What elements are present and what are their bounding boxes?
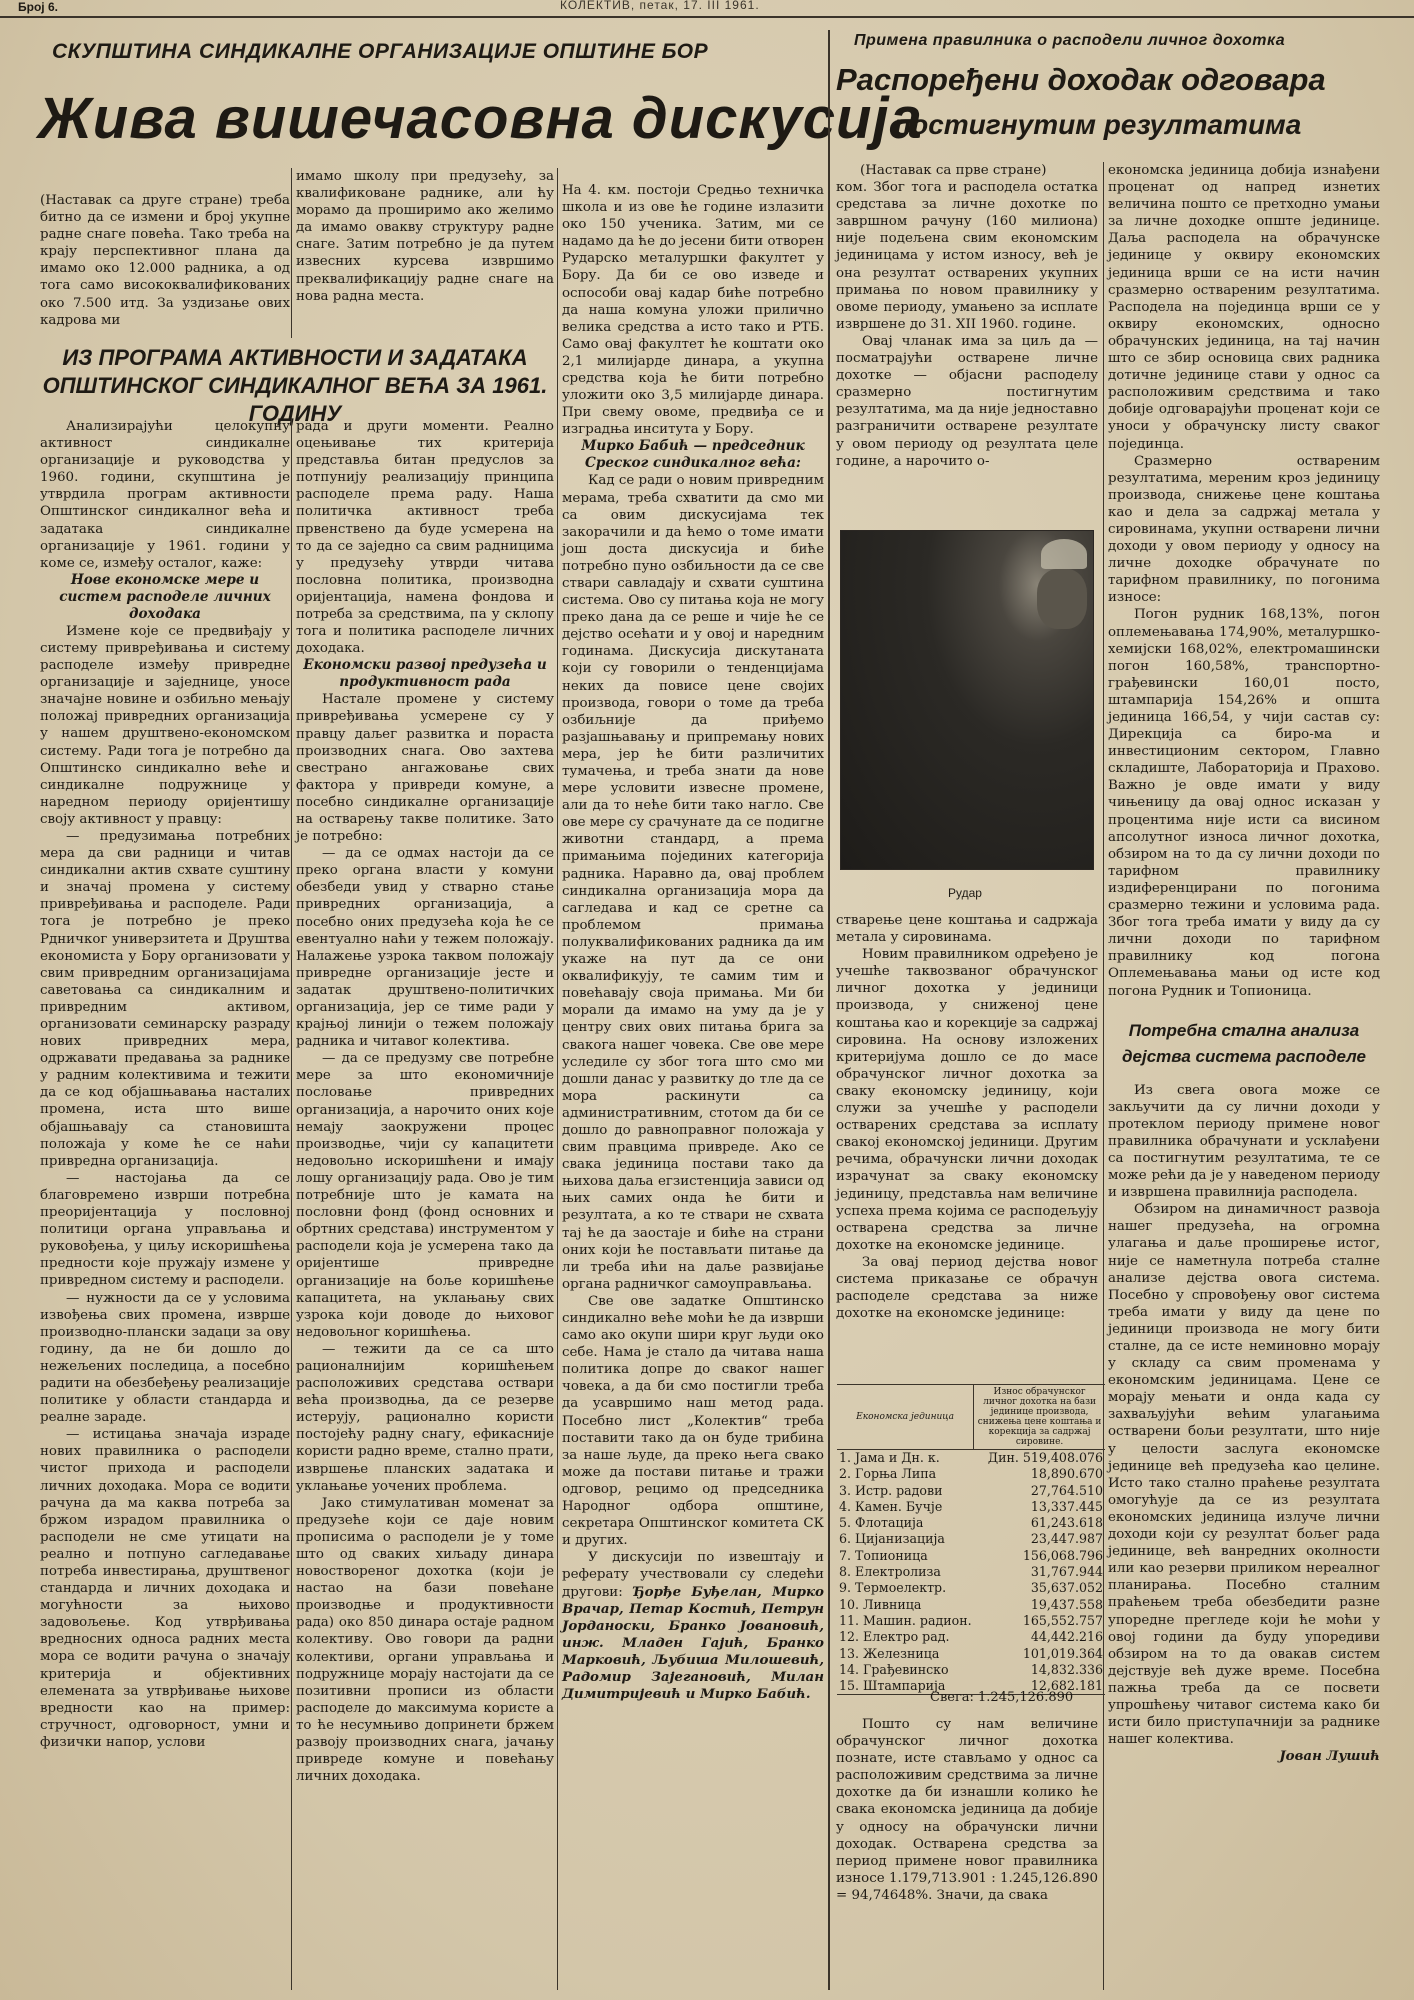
issue-number: Број 6. bbox=[18, 0, 58, 14]
masthead bbox=[0, 0, 1414, 18]
program-subhead: ИЗ ПРОГРАМА АКТИВНОСТИ И ЗАДАТАКА ОПШТИНСКОГ СИНДИКАЛНОГ ВЕЋА ЗА 1961. ГОДИНУ bbox=[42, 345, 548, 426]
helmet-shape bbox=[1041, 539, 1087, 569]
column-rule bbox=[291, 168, 292, 338]
table-header-unit: Економска јединица bbox=[837, 1385, 974, 1450]
unit-amount: 19,437.558 bbox=[1030, 1596, 1103, 1612]
unit-amount: 101,019.364 bbox=[1022, 1645, 1103, 1661]
participants-list: Ђорђе Буђелан, Мирко Врачар, Петар Костић, Петрун Јорданоски, Бранко Јовановић, инж. Младен Гајић, Бранко Марковић, Љубиша Милошевић, Радомир Зајегановић, Милан Димитријевић и Мирко Бабић. bbox=[562, 1583, 824, 1703]
unit-amount: 156,068.796 bbox=[1022, 1547, 1103, 1563]
right-col4-c: Пошто су нам величине обрачунског личног дохотка познате, исте стављамо у однос са расположивим средствима за личне дохотке да би изнашли колико ће свака економска јединица да добије у односу на обрачунски лични доходак. Остварена средства за период примене новог правилника износе 1.179,713.901 : 1.245,126.890 = 94,74648%. Значи, да свака bbox=[836, 1717, 1098, 1903]
table-row bbox=[837, 1450, 1105, 1467]
right-col4-a: (Наставак са прве стране) ком. Због тога и расподела остатка средстава за личне дохотке по завршном рачуну (160 милиона) није подељена свим економским јединицама у истом износу, већ је она резултат остварених укупних примања по новом правилнику у овоме периоду, умањено за исплате извршене до 31. XII 1960. године. Овај чланак има за циљ да — посматрајући остварене личне дохотке — објасни расподелу сразмерно постигнутим резултатима, ма да није једноставно разграничити остварене резултате у овом периоду од резултата целе године, а нарочито о- bbox=[836, 163, 1098, 469]
unit-name: 12. Електро рад. bbox=[839, 1629, 950, 1645]
unit-name: 5. Флотација bbox=[839, 1515, 924, 1531]
unit-amount: 31,767.944 bbox=[1030, 1564, 1103, 1580]
unit-name: 9. Термоелектр. bbox=[839, 1580, 947, 1596]
photo-caption: Рудар bbox=[948, 886, 982, 900]
unit-amount: 18,890.670 bbox=[1030, 1466, 1103, 1482]
table-row bbox=[837, 1662, 1105, 1678]
miner-photo bbox=[840, 530, 1094, 870]
unit-name: 13. Железница bbox=[839, 1645, 940, 1661]
right-col5-subhead: Потребна стална анализа дејства система расподеле bbox=[1122, 1020, 1366, 1066]
paper-dateline: КОЛЕКТИВ, петак, 17. III 1961. bbox=[560, 0, 760, 12]
unit-amount: 13,337.445 bbox=[1030, 1498, 1103, 1514]
left-col1-top: (Наставак са друге стране) треба битно да се измени и број укупне радне снаге повећа. Тако треба на крају перспективног плана да имамо око 12.000 радника, а од тога само висококвалификованих око 7.500 итд. За уздизање ових кадрова ми bbox=[40, 193, 290, 328]
right-col4-b: стварење цене коштања и садржаја метала у сировинама. Новим правилником одређено је учешће таквозваног обрачунског личног дохотка у јединици производа, у сниженој цене коштања као и корекције за садржај сировина. На основу изложених критеријума дошло се до масе обрачунског личног дохотка за сваку економску јединицу, који служи за учешће у расподели остварених средстава за исплату свакој економској јединици. Другим речима, обрачунски лични доходак израчунат за сваку економску јединицу, представља нам величине успеха према којима се расподељују остварена средства за личне дохотке на економске јединице. За овај период дејства новог система приказање се обрачун расподеле средстава за ниже дохотке на економске јединице: bbox=[836, 913, 1098, 1322]
left-col3: На 4. км. постоји Средњо техничка школа и из ове ће године излазити око 150 ученика. Затим, ми се надамо да ће до јесени бити отворен Рударско металуршки факултет у Бору. Да би се ово изведе и оспособи овај кадар биће потребно да наша комуна уложи прилично велика средства а исто тако и РТБ. Само овај факултет ће коштати око 2,1 милијарде динара, а укупна средства која ће бити потребно уложити око 3,5 милијарде динара. При свему овоме, предвиђа се и изградња инситута у Бору. Мирко Бабић — председник Среског синдикалног већа: Кад се ради о новим привредним мерама, треба схватити да смо ми са овим дискусијама тек закорачили и да ћемо о томе имати још доста дискусија и биће потребно пуно озбиљности да се све ствари савладају и схвати суштина система. Ово су питања која не могу преко дана да се реше и чије ће се дејство осећати и у овој и наредним годинама. Дискусија дискутаната који су говорили о тенденцијама неких да повисе цене својих производа, говори о томе да треба озбиљније да приђемо разјашњавању и припремању нових мера, јер ће бити различитих тумачења, и треба знати да нове мере условити извесне промене, али да то неће бити тако нагло. Све ове мере су срачунате да се подигне животни стандард, а према примањима појединих категорија радника. Наравно да, овај проблем синдикална организација мора да сагледава и кад се сретне са проблемом примања полуквалификованих радника да им укаже на пут да се они оквалификују, те самим тим и повећавају своја примања. Ми би морали да имамо на уму да је у центру свих ових питања брига за свакога нашег човека. Све ове мере уследиле су због тога што смо ми дошли данас у развитку до тле да се мора раскинути са административним, стотом да би се дошло до равноправног положаја у свим правцима привреде. Ако се свака јединица постави тако да њихова даља егзистенција зависи од њих самих онда ће бити и резултата, а ко те ствари не схвата тај ће да заостаје и биће на страни оних који ће постављати питање да ли треба ићи на даље развијање органа радничког самоуправљања. Све ове задатке Општинско синдикално веће моћи ће да изврши само ако окупи шири круг људи око себе. Нама је стало да читава наша политика допре до сваког нашег човека, а да би смо постигли треба да усавршимо наш метод рада. Посебно лист „Колектив“ треба поставити тако да он буде трибина за наше људе, да преко њега свако може да постави питање и тражи одговор, рецимо од председника Народног одбора општине, секретара Општинског комитета СК и других. У дискусији по извештају и реферату учествовали су следећи другови: Ђорђе Буђелан, Мирко Врачар, Петар Костић, Петрун Јорданоски, Бранко Јовановић, инж. Младен Гајић, Бранко Марковић, Љубиша Милошевић, Радомир Зајегановић, Милан Димитријевић и Мирко Бабић. bbox=[562, 183, 824, 1703]
table-header-amount: Износ обрачунског личног дохотка на бази јединице производа, снижења цене коштања и корекција за садржај сировине. bbox=[974, 1385, 1105, 1450]
face-shape bbox=[1037, 569, 1087, 629]
left-col1: Анализирајући целокупну активност синдикалне организације и руководства у 1960. години, скупштина је утврдила програм активности Општинског синдикалног већа и задатака синдикалне организације у 1961. години у коме се, између осталог, каже: Нове економске мере и систем расподеле личних доходака Измене које се предвиђају у систему привређивања и систему расподеле између привредне организације и заједнице, уносе значајне новине и озбиљно мењају положај привредних организација у нашем друштвено-економском систему. Ради тога је потребно да Општинско синдикално веће и синдикалне подружнице у наредном периоду оријентишу своју активност у правцу: — предузимања потребних мера да сви радници и читав синдикални актив схвате суштину и значај промена у систему привређивања и расподеле. Ради тога је потребно је преко Рдничког универзитета и Друштва економиста у Бору организовати у свим привредним организацијама саветовања са синдикалним и привредним активом, организовати семинарску разраду нових привредних мера, одржавати предавања за раднике у радним колективима и тежити да се код објашњавања насталих промена, иста што више објашњавају са становишта положаја у коме ће се наћи привредна организација. — настојања да се благовремено изврши потребна преоријентација у пословној политици органа управљања и руковођења, у циљу искоришћења предности које пружају измене у привредном систему и расподели. — нужности да се у условима извођења свих промена, изврше производно-плански задаци за ову годину, да не би дошло до нежељених последица, а посебно радити на обезбеђењу реализације политике у области стандарда и реалне зараде. — истицања значаја израде нових правилника о расподели чистог прихода и расподели личних доходака. Мора се водити рачуна да ма каква потреба за бржом израдом правилника о расподели не сме утицати на реално и потпуно сагледавање потреба инвестирања, друштвеног стандарда и личних доходака и могућности за њихово задовољење. Код утврђивања вредносних односа радних места мора се водити рачуна о значају критерија и објективних елемената за утврђивање њихове вредности као на пример: стручност, одговорност, умни и физички напор, услови bbox=[40, 419, 290, 1750]
right-col5: економска јединица добија изнађени проценат од напред изнетих величина пошто се претходно умањи за личне доходке опште јединице. Даља расподела на обрачунске јединице у оквиру економских јединица врши се на исти начин сразмерно оствареним резултатима. Расподела на појединца врши се у оквиру економских, односно обрачунских јединица, на тај начин што се збир основица свих радника дотичне јединице стави у однос са расположивим средствима и тако добије одговарајући проценат који се уноси у обрачунску листу сваког појединца. Сразмерно оствареним резултатима, мереним кроз јединицу производа, снижење цене коштања као и дела за садржај метала у сировинама, укупни остварени лични доходи у овом периоду у односу на личне доходке обрачунате по тарифном правилнику, по погонима износе: Погон рудник 168,13%, погон оплемењавања 174,90%, металуршко-хемијски 168,02%, електромашински погон 160,58%, транспортно-грађевински 160,01 посто, штампарија 154,26% и општа јединица 166,54, у чији састав су: Дирекција са биро-ма и инвестиционим сектором, Главно складиште, Лабораторија и Прахово. Важно је овде имати у виду чињеницу да овај однос исказан у процентима није исти са висином апсолутног износа личног дохотка, обзиром на то да су лични доходи по тарифном правилнику издиференцирани по погонима сразмерно тежини и условима рада. Због тога треба имати у виду да су лични доходи по тарифном правилнику код погона Оплемењавања мањи од исте код погона Рудник и Топионица. Потребна стална анализа дејства система расподеле Из свега овога може се закључити да су лични доходи у протеклом периоду примене новог правилника обрачунати и усклађени са постигнутим резултатима, те се може рећи да је у наведеном периоду и извршена правилнија расподела. Обзиром на динамичност развоја нашег предузећа, на огромна улагања и даље проширење истог, није се наметнула потреба сталне анализе дејства овога система. Посебно у спровођењу овог система треба имати у виду да цене по јединици производа не могу бити сталне, да се исте неминовно морају у складу са свим променама у економским јединицама. Цене се морају мењати и онда када су захваљујући већим улагањима остварени бољи резултати, што није у целости заслуга економске јединице већ предузећа као целине. Исто тако стално праћење резултата омогућује да се из резултата економских јединица излуче лични доходи који су резултат бољег рада јединице, већ ванредних околности или као резерви приликом нереалног планирања. Посебно сталним праћењем треба обезбедити разне упоредне прегледе који ће моћи у овој години да буду упоредиви обзиром на то да овакав систем дејствује већ дуже време. Посебна пажња треба да се посвети упрошћењу читавог система како би исти било приступачнији за раднике нашег колектива. Јован Лушић bbox=[1108, 163, 1380, 1765]
unit-amount: 61,243.618 bbox=[1030, 1515, 1103, 1531]
left-col2-top: имамо школу при предузећу, за квалификоване раднике, али ћу морамо да проширимо ако желимо да имамо овакву структуру радне снаге. Затим потребно је да путем извесних курсева извршимо преквалификацију радне снаге на нова радна места. bbox=[296, 169, 554, 304]
unit-name: 1. Јама и Дн. к. bbox=[839, 1450, 940, 1465]
unit-amount: 27,764.510 bbox=[1030, 1482, 1103, 1498]
unit-name: 4. Камен. Бучје bbox=[839, 1498, 943, 1514]
unit-amount: 165,552.757 bbox=[1022, 1612, 1103, 1628]
unit-amount: 44,442.216 bbox=[1030, 1629, 1103, 1645]
unit-name: 7. Топионица bbox=[839, 1547, 928, 1563]
table-row bbox=[837, 1613, 1105, 1629]
table-row bbox=[837, 1646, 1105, 1662]
table-total: Свега: 1.245,126.890 bbox=[930, 1690, 1074, 1705]
table-row bbox=[837, 1499, 1105, 1515]
table-row bbox=[837, 1580, 1105, 1596]
unit-amount: 12,682.181 bbox=[974, 1678, 1105, 1695]
unit-name: 11. Машин. радион. bbox=[839, 1612, 972, 1628]
unit-name: 3. Истр. радови bbox=[839, 1482, 943, 1498]
left-col2: рада и други моменти. Реално оцењивање тих критерија представља битан предуслов за потпунију реализацију принципа расподеле према раду. Наша политичка активност треба првенствено да буде усмерена на то да се заједно са свим радницима у предузећу утврди читава пословна политика, производна оријентација, намена фондова и потреба за средствима, па у склопу тога и политика расподеле личних доходака. Економски развој предузећа и продуктивност рада Настале промене у систему привређивања усмерене су у правцу даљег развитка и пораста производних снага. Ово захтева свестрано ангажовање свих фактора у привреди комуне, а посебно синдикалне организације на остварењу такве политике. Зато је потребно: — да се одмах настоји да се преко органа власти у комуни обезбеди увид у стварно стање привредних организација, а посебно оних предузећа која ће се евентуално наћи у тежем положају. Налажење узрока таквом положају привредне организације јесте и задатак друштвено-политичких организација, јер се тиме ради у крајњој линији о тежем положају радника и читавог колектива. — да се предузму све потребне мере за што економичније пословање привредних организација, а нарочито оних које немају заокружени процес производње, чији су капацитети недовољно искоришћени и имају лошу организацију рада. Ово је тим потребније што је камата на пословни фонд (фонд основних и обртних средстава) инструментом у расподели која је усмерена тако да оријентише привредне организације на боље коришћење капацитета, на уклањању свих узрока који доводе до њиховог недовољног коришћења. — тежити да се са што рационалнијим коришћењем расположивих средстава оствари већа производња, да се резерве истерују, рационално користи постојећу радну снагу, ефикасније користи радно време, стално прати, извршење планских задатака и уклањање уочених проблема. Јако стимулативан моменат за предузеће који се даје новим прописима о расподели је у томе што од сваких хиљаду динара новоствореног дохотка (који је настао на бази повећане производње и продуктивности рада) око 850 динара остаје радном колективу. Ово говори да радни колективи, органи управљања и подружнице морају настојати да се позитивни прописи из области расподеле до максимума користе а то ће несумњиво допринети бржем развоју производних снага, јачању привреде комуне и повећању личних доходака. bbox=[296, 419, 554, 1785]
table-row bbox=[837, 1531, 1105, 1547]
speaker-heading: Мирко Бабић — председник Среског синдикалног већа: bbox=[581, 438, 805, 472]
column-rule bbox=[291, 418, 292, 1990]
left-col2-subhead: Економски развој предузећа и продуктивност рада bbox=[303, 657, 547, 691]
left-kicker: СКУПШТИНА СИНДИКАЛНЕ ОРГАНИЗАЦИЈЕ ОПШТИНЕ БОР bbox=[52, 40, 709, 63]
table-row bbox=[837, 1597, 1105, 1613]
unit-name: 2. Горња Липа bbox=[839, 1466, 937, 1482]
income-table bbox=[837, 1384, 1105, 1695]
column-rule bbox=[557, 168, 558, 1990]
left-headline: Жива вишечасовна дискусија bbox=[38, 86, 923, 151]
right-headline-line2: постигнутим резултатима bbox=[894, 109, 1302, 140]
right-headline-line1: Распоређени доходак одговара bbox=[836, 62, 1326, 97]
unit-name: 15. Штампарија bbox=[837, 1678, 974, 1695]
table-row bbox=[837, 1548, 1105, 1564]
unit-amount: 23,447.987 bbox=[1030, 1531, 1103, 1547]
table-row bbox=[837, 1466, 1105, 1482]
author-signature: Јован Лушић bbox=[1279, 1748, 1380, 1765]
unit-amount: 35,637.052 bbox=[1030, 1580, 1103, 1596]
unit-amount: Дин. 519,408.076 bbox=[987, 1450, 1103, 1465]
unit-name: 14. Грађевинско bbox=[839, 1661, 949, 1677]
unit-name: 10. Ливница bbox=[839, 1596, 922, 1612]
table-row bbox=[837, 1629, 1105, 1645]
column-rule bbox=[828, 30, 830, 1990]
unit-name: 6. Цијанизација bbox=[839, 1531, 945, 1547]
table-row bbox=[837, 1515, 1105, 1531]
unit-amount: 14,832.336 bbox=[1030, 1661, 1103, 1677]
unit-name: 8. Електролиза bbox=[839, 1564, 941, 1580]
table-row bbox=[837, 1564, 1105, 1580]
left-col1-subhead: Нове економске мере и систем расподеле личних доходака bbox=[59, 571, 271, 622]
column-rule bbox=[1103, 162, 1104, 1990]
right-kicker: Примена правилника о расподели личног дохотка bbox=[854, 32, 1286, 49]
table-row bbox=[837, 1483, 1105, 1499]
